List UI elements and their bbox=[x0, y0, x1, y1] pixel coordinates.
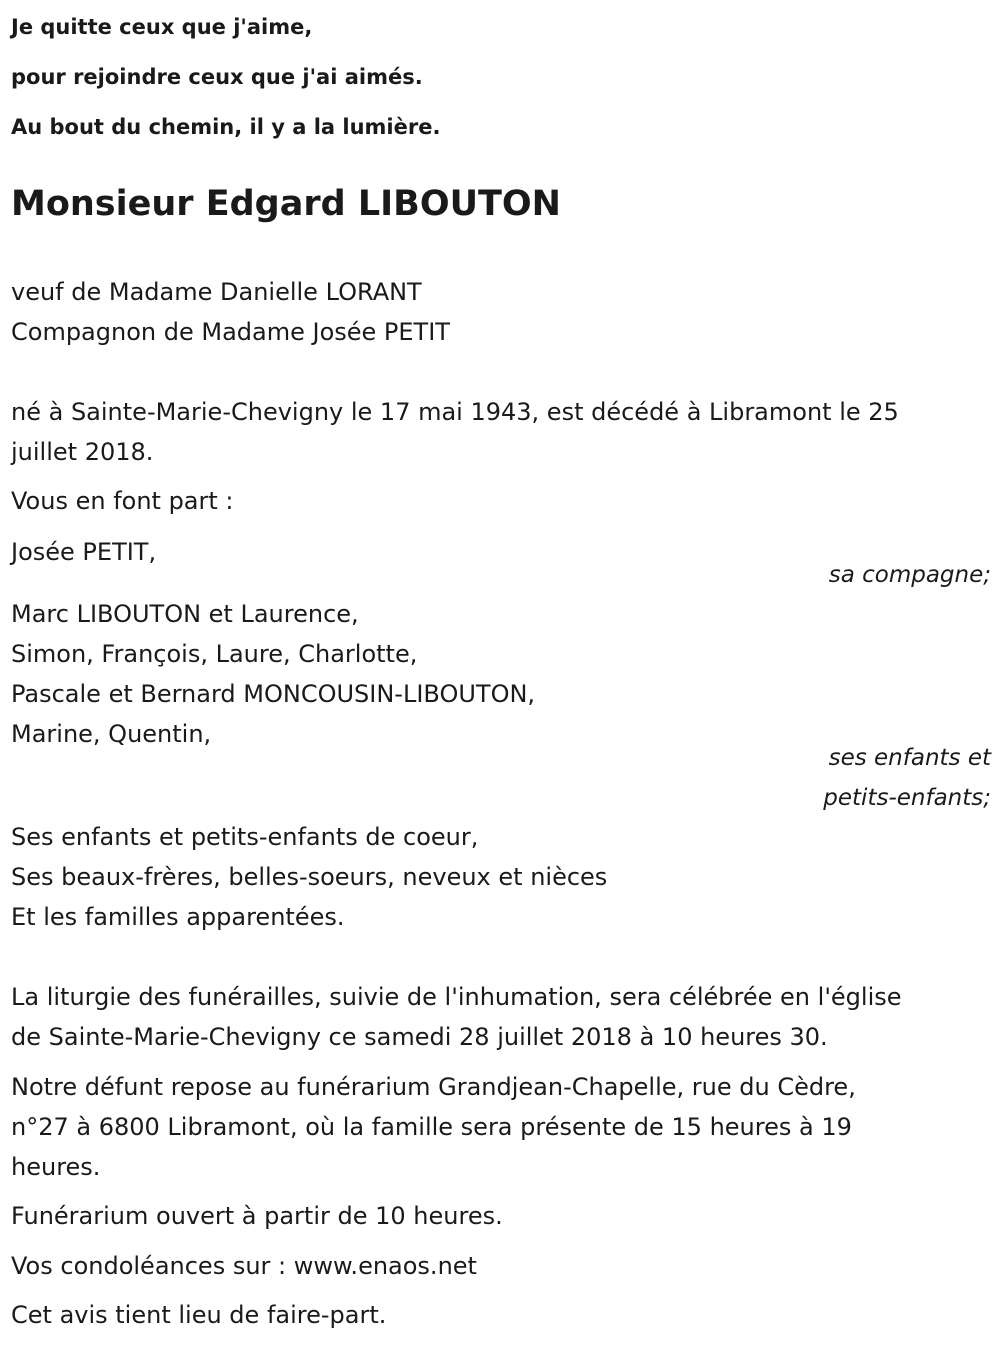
family-member-line: Pascale et Bernard MONCOUSIN-LIBOUTON, bbox=[11, 680, 536, 708]
opening-hours: Funérarium ouvert à partir de 10 heures. bbox=[11, 1202, 503, 1230]
family-member-line: Marc LIBOUTON et Laurence, bbox=[11, 600, 359, 628]
relation-label: ses enfants et bbox=[828, 745, 991, 771]
deceased-name: Monsieur Edgard LIBOUTON bbox=[11, 184, 561, 224]
family-member-line: Simon, François, Laure, Charlotte, bbox=[11, 640, 418, 668]
quote-line: Au bout du chemin, il y a la lumière. bbox=[11, 115, 441, 139]
family-companion: Josée PETIT, bbox=[11, 538, 157, 566]
announce-intro: Vous en font part : bbox=[11, 487, 234, 515]
quote-line: pour rejoindre ceux que j'ai aimés. bbox=[11, 65, 423, 89]
relation-label: sa compagne; bbox=[828, 562, 991, 588]
funeral-home-line: heures. bbox=[11, 1153, 101, 1181]
liturgy-line: de Sainte-Marie-Chevigny ce samedi 28 juillet 2018 à 10 heures 30. bbox=[11, 1023, 828, 1051]
quote-line: Je quitte ceux que j'aime, bbox=[11, 15, 313, 39]
funeral-home-line: n°27 à 6800 Libramont, où la famille sera présente de 15 heures à 19 bbox=[11, 1113, 852, 1141]
birth-death-line: né à Sainte-Marie-Chevigny le 17 mai 1943, est décédé à Libramont le 25 bbox=[11, 398, 899, 426]
funeral-home-line: Notre défunt repose au funérarium Grandjean-Chapelle, rue du Cèdre, bbox=[11, 1073, 856, 1101]
family-children bbox=[11, 594, 535, 754]
children-relation bbox=[11, 738, 991, 818]
family-member-line: Et les familles apparentées. bbox=[11, 903, 345, 931]
funeral-home-info bbox=[11, 1067, 856, 1187]
companion-relation bbox=[11, 555, 991, 595]
family-member-line: Marine, Quentin, bbox=[11, 720, 212, 748]
liturgy-info bbox=[11, 977, 902, 1057]
birth-death-line: juillet 2018. bbox=[11, 438, 154, 466]
condolences-info: Vos condoléances sur : www.enaos.net bbox=[11, 1252, 477, 1280]
family-member-line: Ses enfants et petits-enfants de coeur, bbox=[11, 823, 479, 851]
closing-note: Cet avis tient lieu de faire-part. bbox=[11, 1301, 387, 1329]
spouse-info bbox=[11, 272, 450, 352]
spouse-line: veuf de Madame Danielle LORANT bbox=[11, 278, 422, 306]
birth-death-info bbox=[11, 392, 899, 472]
family-others bbox=[11, 817, 607, 937]
liturgy-line: La liturgie des funérailles, suivie de l'inhumation, sera célébrée en l'église bbox=[11, 983, 902, 1011]
family-member-line: Ses beaux-frères, belles-soeurs, neveux et nièces bbox=[11, 863, 608, 891]
spouse-line: Compagnon de Madame Josée PETIT bbox=[11, 318, 450, 346]
relation-label: petits-enfants; bbox=[823, 785, 991, 811]
